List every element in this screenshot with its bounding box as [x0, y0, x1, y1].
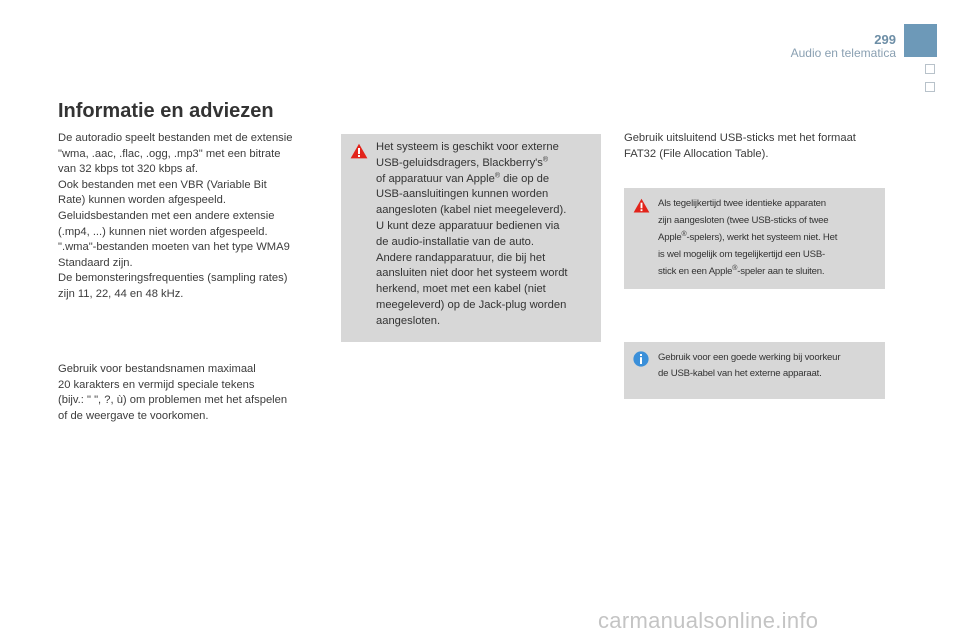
warning-triangle-icon [350, 143, 368, 159]
info-box-usb-cable [624, 342, 885, 399]
warning-box-usb [341, 134, 601, 342]
body-text-fat32 [624, 131, 894, 162]
text-line: ".wma"-bestanden moeten van het type WMA9 [58, 241, 290, 254]
text-line: (.mp4, ...) kunnen niet worden afgespeeld. [58, 225, 268, 238]
text-line: Ook bestanden met een VBR (Variable Bit [58, 178, 267, 191]
text-line: Gebruik uitsluitend USB-sticks met het formaat [624, 132, 856, 144]
warning-box-identical-devices [624, 188, 885, 289]
page-title: Informatie en adviezen [58, 100, 274, 122]
text-line: of de weergave te voorkomen. [58, 409, 209, 422]
text-line: Standaard zijn. [58, 256, 133, 269]
warning-text: Het systeem is geschikt voor externe USB-geluidsdragers, Blackberry's® of apparatuur van Apple® die op de USB-aansluitingen kunnen worden aangesloten (kabel niet meegeleverd). U kunt deze apparatuur bedienen via de audio-installatie van de auto. Andere randapparatuur, die bij het aansluiten niet door het systeem wordt herkend, moet met een kabel (niet meegeleverd) op de Jack-plug worden aangesloten. [376, 141, 568, 327]
text-line: De autoradio speelt bestanden met de extensie [58, 132, 293, 144]
text-line: Geluidsbestanden met een andere extensie [58, 209, 275, 222]
text-line: van 32 kbps tot 320 kbps af. [58, 163, 198, 176]
body-text-filenames [58, 362, 328, 424]
text-line: (bijv.: " ", ?, ù) om problemen met het afspelen [58, 394, 288, 407]
warning-triangle-icon [633, 198, 650, 213]
warning-text: Als tegelijkertijd twee identieke apparaten zijn aangesloten (twee USB-sticks of twee Apple®-spelers), werkt het systeem niet. Het is wel mogelijk om tegelijkertijd een USB- stick en een Apple®-speler aan te sluiten. [658, 198, 838, 277]
info-icon [633, 351, 649, 367]
text-line: De bemonsteringsfrequenties (sampling rates) [58, 272, 288, 285]
body-text-formats [58, 131, 328, 303]
page-number: 299 [874, 32, 896, 47]
text-line: FAT32 (File Allocation Table). [624, 147, 769, 160]
text-line: Gebruik voor bestandsnamen maximaal [58, 363, 256, 375]
text-line: 20 karakters en vermijd speciale tekens [58, 378, 255, 391]
chapter-tab[interactable] [904, 24, 937, 57]
text-line: zijn 11, 22, 44 en 48 kHz. [58, 287, 184, 300]
section-name: Audio en telematica [790, 46, 896, 60]
info-text: Gebruik voor een goede werking bij voorkeur de USB-kabel van het externe apparaat. [658, 352, 841, 379]
watermark: carmanualsonline.info [598, 608, 819, 633]
text-line: Rate) kunnen worden afgespeeld. [58, 194, 226, 207]
nav-square-1[interactable] [925, 64, 935, 74]
nav-square-2[interactable] [925, 82, 935, 92]
text-line: "wma, .aac, .flac, .ogg, .mp3" met een bitrate [58, 147, 281, 160]
